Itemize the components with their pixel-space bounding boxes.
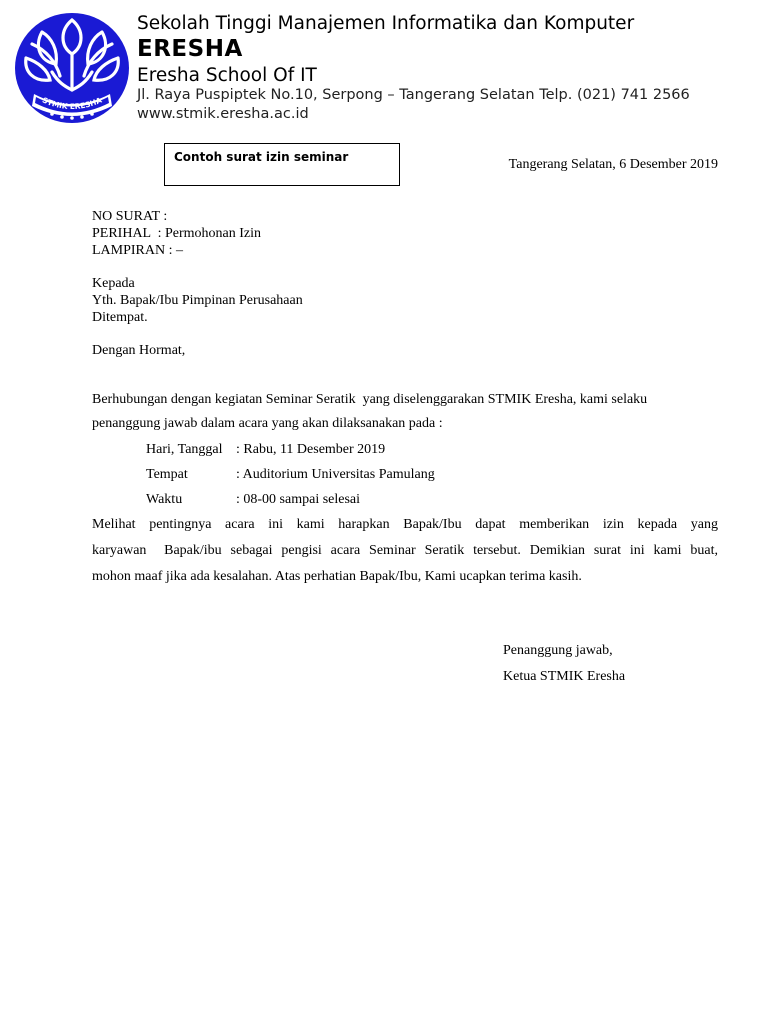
stmik-eresha-logo <box>12 10 132 128</box>
letter-attachment: LAMPIRAN : – <box>92 243 184 258</box>
logo-ribbon-text: STMIK ERESHA <box>40 95 104 112</box>
paragraph-closing-line: Melihat pentingnya acara ini kami harapkan Bapak/Ibu dapat memberikan izin kepada yang <box>92 517 718 532</box>
recipient-name: Yth. Bapak/Ibu Pimpinan Perusahaan <box>92 293 303 308</box>
recipient-kepada: Kepada <box>92 276 135 291</box>
paragraph-intro <box>92 392 718 432</box>
detail-label-hari: Hari, Tanggal <box>146 442 223 457</box>
detail-value-waktu: : 08-00 sampai selesai <box>236 492 361 507</box>
example-label: Contoh surat izin seminar <box>174 150 349 164</box>
detail-label-waktu: Waktu <box>146 492 183 507</box>
institution-name: Sekolah Tinggi Manajemen Informatika dan Komputer <box>137 13 635 34</box>
paragraph-closing-line: mohon maaf jika ada kesalahan. Atas perhatian Bapak/Ibu, Kami ucapkan terima kasih. <box>92 569 582 584</box>
recipient-place: Ditempat. <box>92 310 148 325</box>
detail-value-tempat: : Auditorium Universitas Pamulang <box>236 467 435 482</box>
school-website: www.stmik.eresha.ac.id <box>137 106 309 122</box>
letter-date: Tangerang Selatan, 6 Desember 2019 <box>508 157 718 172</box>
letter-number: NO SURAT : <box>92 209 168 224</box>
salutation: Dengan Hormat, <box>92 343 186 358</box>
signature-role: Penanggung jawab, <box>503 643 613 658</box>
school-subtitle: Eresha School Of IT <box>137 65 317 86</box>
paragraph-intro-line: Berhubungan dengan kegiatan Seminar Seratik yang diselenggarakan STMIK Eresha, kami selaku <box>92 392 648 407</box>
letter-subject: PERIHAL : Permohonan Izin <box>92 226 262 241</box>
paragraph-intro-line: penanggung jawab dalam acara yang akan dilaksanakan pada : <box>92 416 443 431</box>
school-name: ERESHA <box>137 36 243 62</box>
signature-title: Ketua STMIK Eresha <box>503 669 626 684</box>
detail-value-hari: : Rabu, 11 Desember 2019 <box>236 442 386 457</box>
paragraph-closing <box>92 517 718 585</box>
detail-label-tempat: Tempat <box>146 467 188 482</box>
example-label-box <box>164 143 400 186</box>
school-address: Jl. Raya Puspiptek No.10, Serpong – Tangerang Selatan Telp. (021) 741 2566 <box>137 87 690 103</box>
paragraph-closing-line: karyawan Bapak/ibu sebagai pengisi acara Seminar Seratik tersebut. Demikian surat ini kami buat, <box>92 543 718 558</box>
